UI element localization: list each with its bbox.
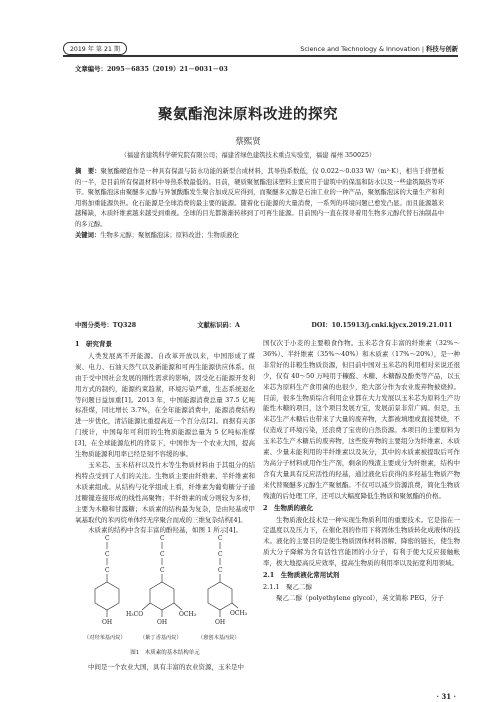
keywords-text: 生物多元醇；聚氨酯泡沫；原料改进；生物质液化 (100, 231, 239, 239)
atom-c: C (105, 551, 110, 558)
meta-row (75, 320, 460, 329)
atom-oh: OH (215, 619, 226, 626)
paragraph: 木质素的结构中含有丰富的酚羟基，如图 1 所示[4]。 (88, 526, 242, 535)
paper-title: 聚氨酯泡沫原料改进的探究 (158, 107, 338, 123)
clc-code: 中图分类号：TQ328 (75, 322, 137, 329)
structure-label-2: （紫丁香基丙烷） (140, 635, 182, 641)
structure-label-1: （对羟苯基丙烷） (84, 635, 126, 641)
atom-c: C (105, 567, 110, 574)
journal-header: Science and Technology & Innovation | 科技与创新 (300, 45, 458, 53)
structure-label-3: （愈创木基丙烷） (198, 635, 240, 641)
atom-c: C (160, 551, 165, 558)
abstract-label: 摘 要： (75, 168, 101, 175)
atom-och3: OCH₃ (179, 611, 197, 618)
paragraph: 玉米芯、玉米秸秆以及竹木等生物质材料由于其组分的结构特点受到了人们的关注。生物质主要由纤维素、半纤维素和木质素组成。从结构与化学组成上看，纤维素为葡萄糖分子通过糖键连接形成的线性高聚物；半纤维素的成分则较为多样，主要为木糖和甘露糖；木质素的结构最为复杂，是由羟基或甲氧基取代的苯丙烷单体经无序聚合而成的三维复杂结构[4]。 (75, 460, 255, 524)
paragraph: 人类发展离不开能源。自改革开放以来，中国形成了煤炭、电力、石油天然气以及新能源和可再生能源供应体系。但由于受中国社会发展的刚性需求的影响，因受化石能源开发利用方式的制约，能源约束趋紧，环境污染严重，生态系统退化等问题日益加重[1]。2013 年，中国能源消费总量 37.5 亿吨标准煤，同比增长 3.7%，在全年能源消费中，能源消费结构进一步优化，清洁能源比重提高近一个百分点[2]。而据有关部门统计，中国每年可利用的生物质能源总量为 5 亿吨标准煤[3]，在全球能源危机的背景下，中国作为一个农业大国，提高生物质能源利用率已经是刻不容缓的事。 (75, 351, 255, 459)
structure-unit-3 (208, 535, 248, 626)
section-heading-2: 2 生物质的液化 (263, 503, 314, 512)
doc-code: 文献标识码：A (197, 322, 240, 329)
journal-name: Science and Technology & Innovation (300, 45, 420, 53)
atom-c: C (218, 535, 223, 542)
atom-c: C (160, 535, 165, 542)
figure-caption: 图1 木质素的基本结构单元 (130, 650, 200, 656)
structure-unit-2 (126, 535, 197, 626)
article-number: 文章编号：2095－6835（2019）21－0031－03 (75, 65, 228, 73)
atom-c: C (218, 551, 223, 558)
lignin-structure-figure (80, 532, 250, 662)
abstract (75, 167, 444, 241)
author: 蔡熙贤 (235, 137, 261, 147)
paragraph: 生物质液化技术是一种实现生物质利用的重要技术。它是指在一定温度以及压力下，在催化剂的作用下将固体生物质转化成液体的技术。液化的主要目的是使生物质固体材料溶解、降密的链长，使生物质大分子降解为含有活性官能团的小分子，有利于使大反应接触帐率，极大地提高反应效率，提高生物质的利用率以及拓宽利用领域。 (263, 515, 460, 568)
abstract-text: 聚氨酯硬泡作是一种具有保温与防水功能的新型合成材料，其导热系数低，仅 0.022～0.033 W/（m²·K），相当于挤塑板的一半，是目前所有保温材料中导热系数最低的。目前，硬质聚氨酯泡沫塑料主要应用于建筑中的保温和防水以及一些建筑隔热等环节。聚氨酯泡沫由聚醚多元醇与异氰酸酯发生聚合加成反应得到，而聚醚多元醇是石油工业的一种产品，聚氨酯泡沫的大量生产和利用将加重能源负担。化石能源是全球消费的最主要的能源。随着化石能源的大量消费，一系列的环境问题已愈发凸显。而且能源越来越稀缺，木质纤维素越来越受到重视。全球的目光都渐渐转移到了可再生能源。目前国内一直在探寻着用生物多元醇代替石油制品中的多元醇。 (75, 168, 445, 228)
atom-och3: OCH₃ (230, 610, 248, 617)
atom-c: C (105, 535, 110, 542)
paragraph: 中间是一个农业大国，具有丰富的农业资源，玉米是中 (88, 663, 244, 671)
atom-c: C (160, 567, 165, 574)
subsection-heading-2-1: 2.1 生物质液化常用试剂 (263, 571, 340, 580)
atom-c: C (218, 567, 223, 574)
section-heading-1: 1 研究背景 (75, 340, 113, 348)
atom-h3co: H₃CO (126, 611, 144, 618)
header-rule (63, 55, 458, 57)
paragraph: 国仅次于小麦的主要粮食作物。玉米芯含有丰富的纤维素（32%～36%）、半纤维素（35%～40%）和木质素（17%～20%），是一种非常好的非粮生物质资源，但目前中国对玉米芯的利用相对来说还很少，仅有 40～50 万吨用于糠醛、木糖、木糖醇及酚类等产品，以玉米芯为原料生产食用菌的也很少，绝大部分作为农业废弃物被烧掉。目前，很多生物质综合利用企业都在大力发展以玉米芯为原料生产功能性木糖的项目，这个项目发展方宝，发展前景非常广阔。但是，玉米芯生产木糖后也带来了大量的废弃物，大都被填埋或直接焚烧，不仅造成了环境污染，还浪费了宝贵的自然资源。本项目的主要原料为玉米芯生产木糖后的废弃物，这些废弃物的主要组分为纤维素、木质素、少量未能利用的半纤维素以及灰分，其中的木质素被提取后可作为高分子材料或用作生产剂，剩余的残渣主要成分为纤维素，结构中含有大量具有反应活性的羟基，通过液化后获得的多羟基生物质产物来代替聚醚多元醇生产聚氨酯。不仅可以减少资源浪费，简化生物质残渣的后处理工序，还可以大幅度降低生物质和聚氨酯的价格。 (263, 339, 460, 500)
atom-oh: OH (157, 619, 168, 626)
doi: DOI：10.15913/j.cnki.kjycx.2019.21.011 (311, 322, 453, 329)
affiliation: （福建省建筑科学研究院有限公司；福建省绿色建筑技术重点实验室，福建 福州 350025） (120, 152, 376, 159)
keywords-label: 关键词： (75, 231, 101, 239)
page-number: · 31 · (436, 692, 456, 701)
journal-name-cn: 科技与创新 (426, 45, 458, 53)
subsection-heading-2-1-1: 2.1.1 聚乙二醇 (263, 582, 313, 591)
issue-badge: 2019 年 第 21 期 (63, 42, 127, 55)
body-left (75, 338, 255, 536)
structure-unit-1 (95, 535, 119, 626)
body-left-tail (75, 662, 255, 673)
paragraph: 聚乙二醇（polyethylene glycol），英文简称 PEG，分子 (276, 593, 444, 602)
atom-oh: OH (102, 619, 113, 626)
body-right (263, 338, 460, 604)
